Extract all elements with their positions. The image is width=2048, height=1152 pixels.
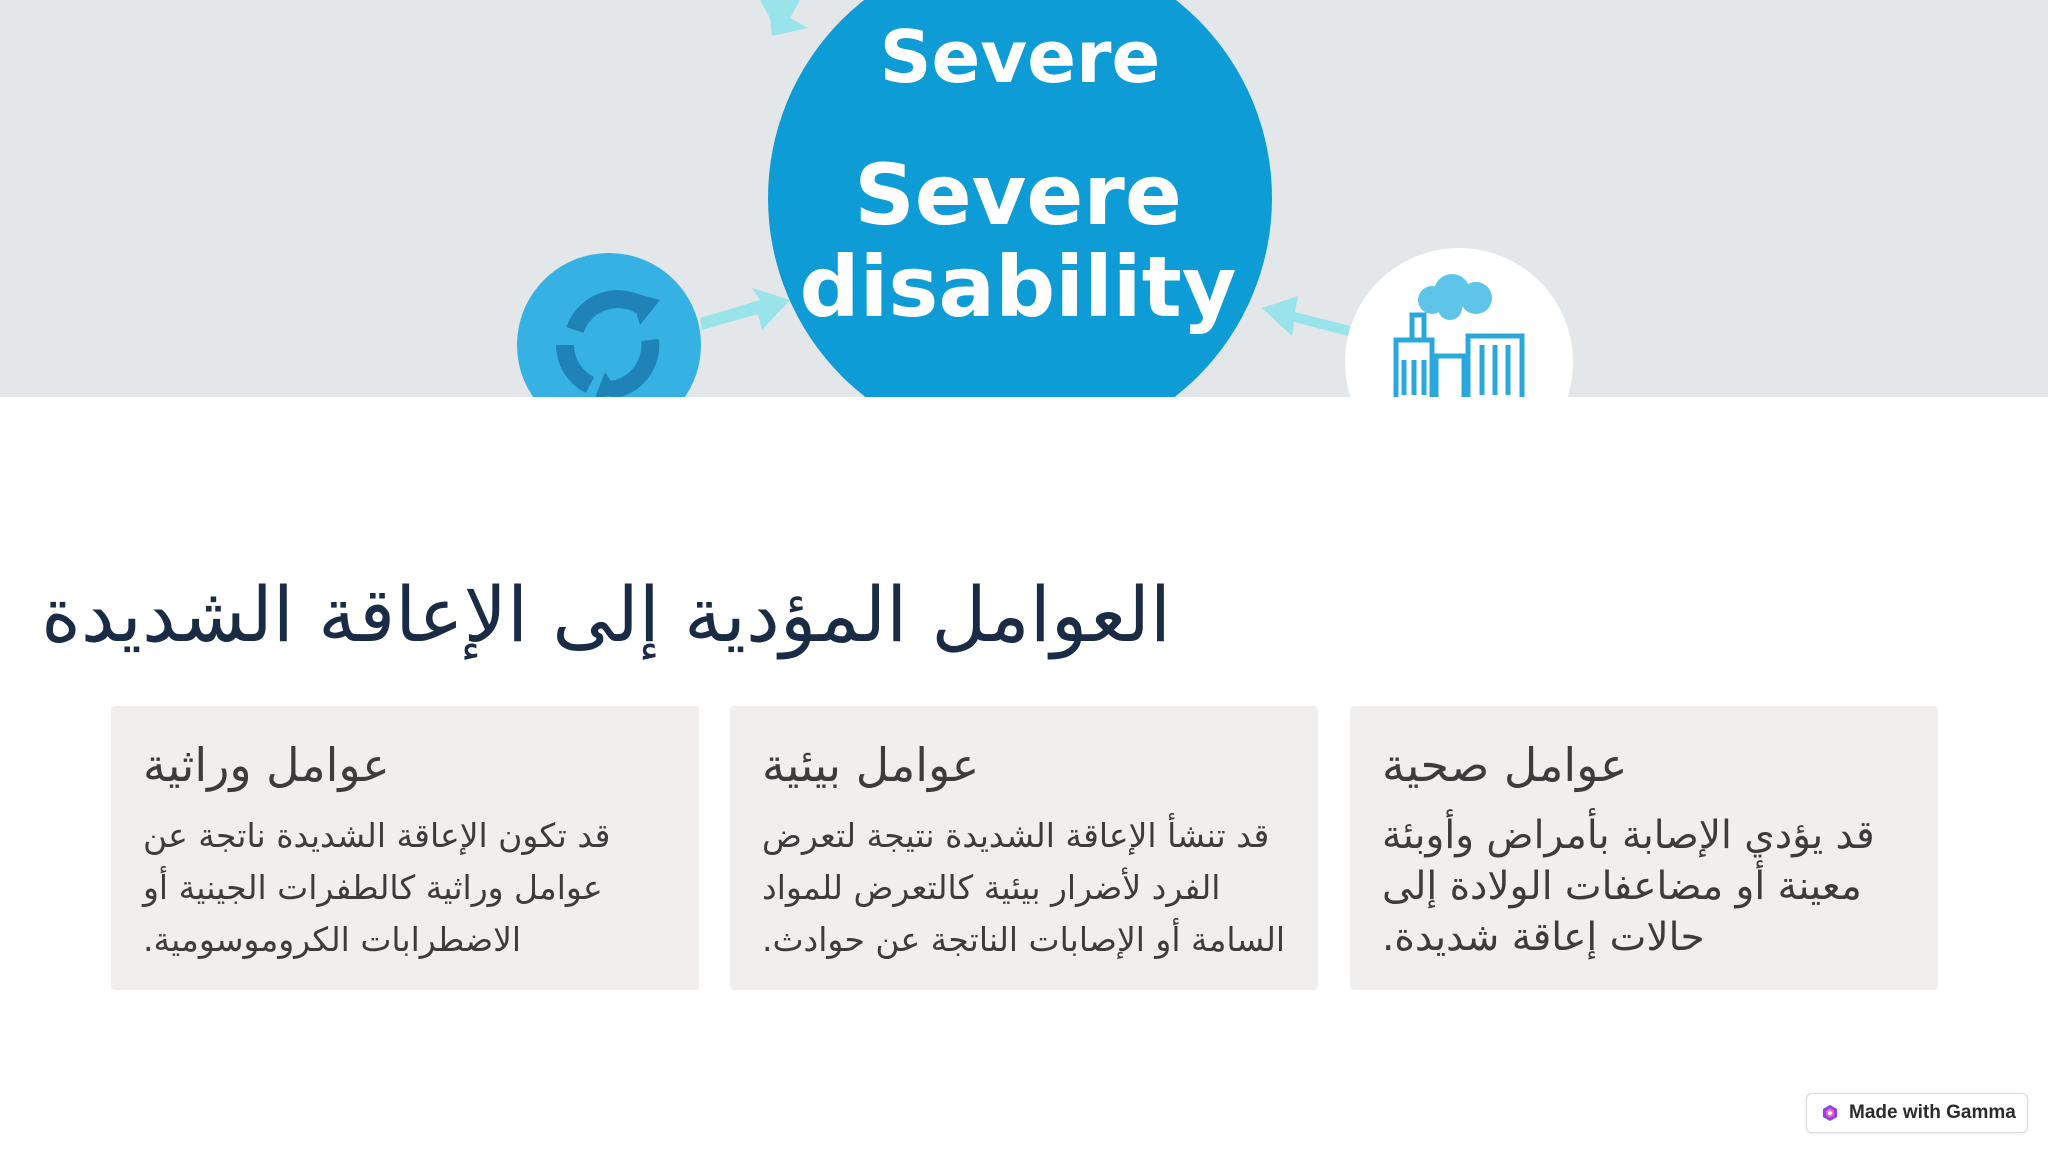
hero-illustration [0, 0, 2048, 397]
hero-label-top: Severe [879, 15, 1161, 99]
card-body: قد يؤدي الإصابة بأمراض وأوبئة معينة أو مضاعفات الولادة إلى حالات إعاقة شديدة. [1382, 813, 1875, 960]
card-body: قد تنشأ الإعاقة الشديدة نتيجة لتعرض الفرد لأضرار بيئية كالتعرض للمواد السامة أو الإصابات الناتجة عن حوادث. [762, 816, 1286, 959]
card-title: عوامل وراثية [143, 738, 390, 792]
recycle-icon [517, 253, 701, 397]
card-body: قد تكون الإعاقة الشديدة ناتجة عن عوامل وراثية كالطفرات الجينية أو الاضطرابات الكروموسومية. [143, 816, 611, 959]
page-title: العوامل المؤدية إلى الإعاقة الشديدة [41, 570, 1171, 659]
factory-icon [1345, 248, 1573, 397]
gamma-logo-icon [1821, 1104, 1839, 1122]
hero-label-main-1: Severe [854, 146, 1182, 244]
hero-label-main-2: disability [799, 238, 1237, 336]
badge-label: Made with Gamma [1849, 1102, 2016, 1123]
card-genetic-factors [111, 706, 699, 990]
card-environmental-factors [730, 706, 1318, 990]
hero-image [0, 0, 2048, 397]
card-title: عوامل بيئية [762, 738, 980, 792]
made-with-gamma-badge[interactable] [1806, 1093, 2028, 1133]
card-title: عوامل صحية [1382, 738, 1628, 792]
card-health-factors [1350, 706, 1938, 990]
